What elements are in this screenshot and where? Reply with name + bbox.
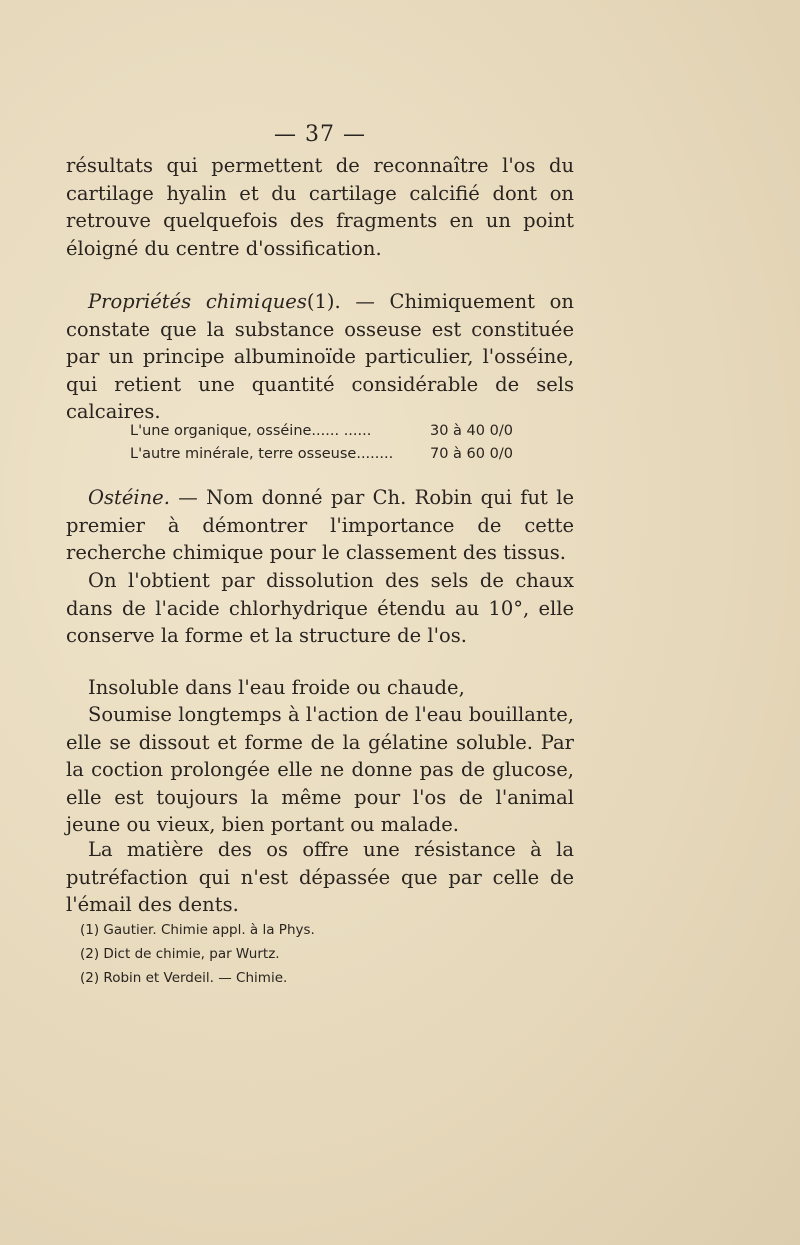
footnotes	[80, 918, 440, 990]
table-value: 70 à 60 0/0	[430, 446, 513, 462]
table-label: L'une organique, osséine...... ......	[130, 423, 372, 439]
paragraph-text: résultats qui permettent de reconnaître l'os du cartilage hyalin et du cartilage calcifié dont on retrouve quelquefois des fragments en un point éloigné du centre d'ossification.	[66, 154, 574, 260]
em-dash: —	[178, 486, 198, 509]
paragraph-text: Nom donné par Ch. Robin qui fut le premier à démontrer l'importance de cette recherche chimique pour le classement des tissus.	[66, 486, 574, 564]
table-label: L'autre minérale, terre osseuse........	[130, 446, 394, 462]
footnote: (2) Dict de chimie, par Wurtz.	[80, 946, 280, 962]
paragraph-continuation	[66, 152, 574, 262]
paragraph-osteine	[66, 484, 574, 567]
heading-proprietes-chimiques: Propriétés chimiques	[88, 290, 307, 313]
table-row	[130, 420, 570, 443]
footnote-ref-1: (1). —	[306, 290, 375, 313]
paragraph-text: Chimiquement on constate que la substance osseuse est constituée par un principe albuminoïde particulier, l'osséine, qui retient une quantité considérable de sels calcaires.	[66, 290, 574, 423]
table-row	[130, 443, 570, 466]
paragraph-ebullition: Soumise longtemps à l'action de l'eau bouillante, elle se dissout et forme de la gélatine soluble. Par la coction prolongée elle ne donne pas de glucose, elle est toujours la même pour l'os de l'animal jeune ou vieux, bien portant ou malade.	[66, 703, 574, 836]
table-value: 30 à 40 0/0	[430, 423, 513, 439]
footnote: (1) Gautier. Chimie appl. à la Phys.	[80, 922, 315, 938]
paragraph-putrefaction: La matière des os offre une résistance à la putréfaction qui n'est dépassée que par celle de l'émail des dents.	[66, 838, 574, 916]
heading-osteine: Ostéine.	[88, 486, 170, 509]
paragraph-obtention: On l'obtient par dissolution des sels de chaux dans de l'acide chlorhydrique étendu au 10°, elle conserve la forme et la structure de l'os.	[66, 569, 574, 647]
composition-table	[130, 420, 570, 466]
footnote: (2) Robin et Verdeil. — Chimie.	[80, 970, 288, 986]
page-number: — 37 —	[274, 122, 366, 147]
paragraph-solubilite: Insoluble dans l'eau froide ou chaude,	[88, 676, 465, 699]
paragraph-proprietes-chimiques	[66, 288, 574, 426]
